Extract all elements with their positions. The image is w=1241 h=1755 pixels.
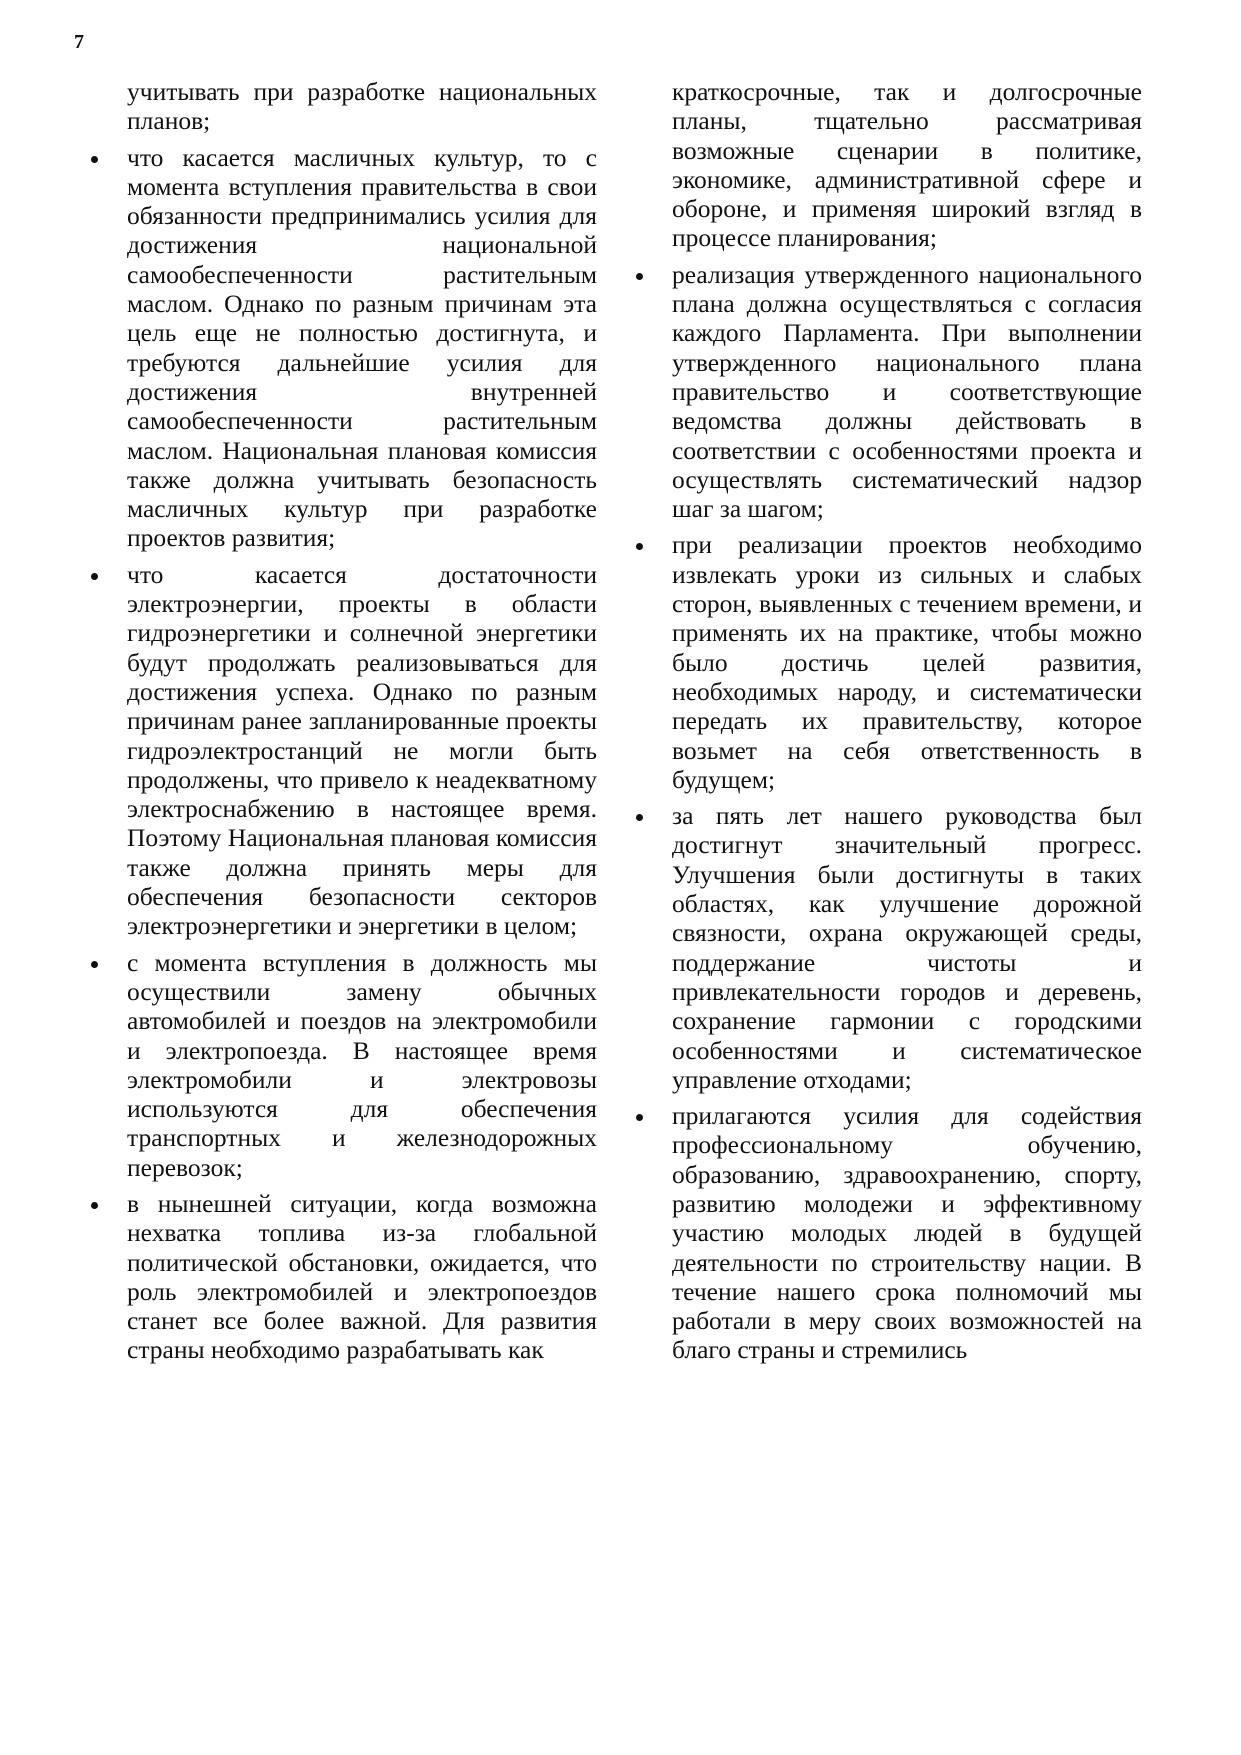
right-column	[672, 77, 1142, 1372]
paragraph-text: краткосрочные, так и долгосрочные планы, тщательно рассматривая возможные сценарии в политике, экономике, административной сфере и обороне, и применяя широкий взгляд в процессе планирования;	[672, 77, 1142, 253]
page-number: 7	[74, 31, 84, 53]
bullet-item	[127, 1189, 597, 1365]
bullet-item	[672, 1101, 1142, 1365]
bullet-text: в нынешней ситуации, когда возможна нехватка топлива из-за глобальной политической обстановки, ожидается, что роль электромобилей и электропоездов станет все более важной. Для развития страны необходимо разрабатывать как	[127, 1188, 597, 1365]
bullet-item	[127, 560, 597, 941]
bullet-text: с момента вступления в должность мы осуществили замену обычных автомобилей и поездов на электромобили и электропоезда. В настоящее время электромобили и электровозы используются для обеспечения транспортных и железнодорожных перевозок;	[127, 947, 597, 1182]
bullet-text: что касается масличных культур, то с момента вступления правительства в свои обязанности предпринимались усилия для достижения национальной самообеспеченности растительным маслом. Однако по разным причинам эта цель еще не полностью достигнута, и требуются дальнейшие усилия для достижения внутренней самообеспеченности растительным маслом. Национальная плановая комиссия также должна учитывать безопасность масличных культур при разработке проектов развития;	[127, 142, 597, 553]
bullet-text: что касается достаточности электроэнергии, проекты в области гидроэнергетики и солнечной энергетики будут продолжать реализовываться для достижения успеха. Однако по разным причинам ранее запланированные проекты гидроэлектростанций не могли быть продолжены, что привело к неадекватному электроснабжению в настоящее время. Поэтому Национальная плановая комиссия также должна принять меры для обеспечения безопасности секторов электроэнергетики и энергетики в целом;	[127, 559, 597, 941]
bullet-item	[127, 948, 597, 1182]
bullet-text: прилагаются усилия для содействия профессиональному обучению, образованию, здравоохранению, спорту, развитию молодежи и эффективному участию молодых людей в будущей деятельности по строительству нации. В течение нашего срока полномочий мы работали в меру своих возможностей на благо страны и стремились	[672, 1101, 1142, 1365]
bullet-item	[672, 530, 1142, 794]
bullet-text: за пять лет нашего руководства был достигнут значительный прогресс. Улучшения были достигнуты в таких областях, как улучшение дорожной связности, охрана окружающей среды, поддержание чистоты и привлекательности городов и деревень, сохранение гармонии с городскими особенностями и систематическое управление отходами;	[672, 801, 1142, 1094]
bullet-item	[672, 260, 1142, 524]
left-column	[127, 77, 597, 1372]
bullet-text: при реализации проектов необходимо извлекать уроки из сильных и слабых сторон, выявленных с течением времени, и применять их на практике, чтобы можно было достичь целей развития, необходимых народу, и систематически передать их правительству, которое возьмет на себя ответственность в будущем;	[672, 530, 1142, 794]
paragraph-continuation	[127, 77, 597, 136]
bullet-item	[127, 143, 597, 553]
bullet-item	[672, 801, 1142, 1094]
bullet-text: реализация утвержденного национального плана должна осуществляться с согласия каждого Парламента. При выполнении утвержденного национального плана правительство и соответствующие ведомства должны действовать в соответствии с особенностями проекта и осуществлять систематический надзор шаг за шагом;	[672, 259, 1142, 524]
paragraph-text: учитывать при разработке национальных планов;	[127, 77, 597, 136]
paragraph-continuation	[672, 77, 1142, 253]
